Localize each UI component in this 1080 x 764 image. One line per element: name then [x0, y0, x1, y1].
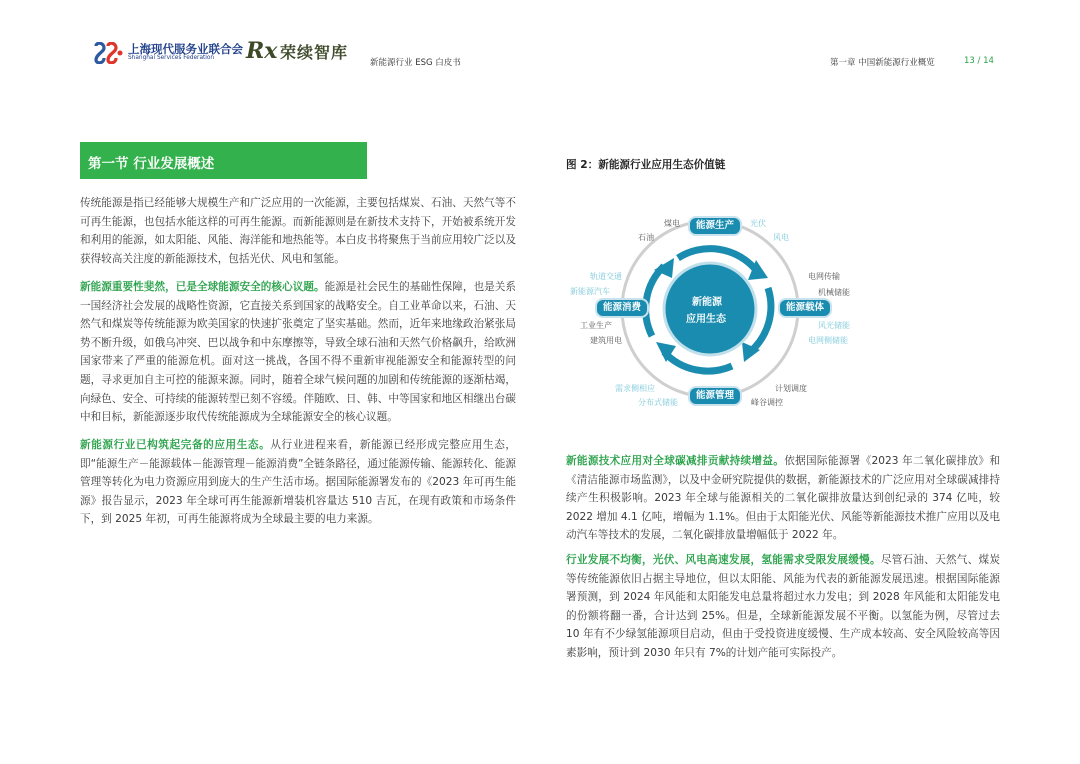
paragraph-ecosystem-text: 从行业进程来看，新能源已经形成完整应用生态，即“能源生产－能源载体－能源管理－能源消费”全链条路径，通过能源传输、能源转化、能源管理等转化为电力资源应用到庞大的生产生活市场。据国际能源署发布的《2023 年可再生能源》报告显示，2023 年全球可再生能源新增装机容量达 510 吉瓦，在现有政策和市场条件下，到 2025 年初，可再生能源将成为全球最主要的电力来源。: [80, 439, 516, 526]
figure-title: 图 2：新能源行业应用生态价值链: [566, 159, 726, 171]
paragraph-uneven-development-text: 尽管石油、天然气、煤炭等传统能源依旧占据主导地位，但以太阳能、风能为代表的新能源发展迅速。根据国际能源署预测，到 2024 年风能和太阳能发电总量将超过水力发电；到 2028 年风能和太阳能发电的份额将翻一番，合计达到 25%。但是，全球新能源发展不平衡。以氢能为例，尽管过去 10 年有不少绿氢能源项目启动，但由于受投资进度缓慢、生产成本较高、安全风险较高等因素影响，预计到 2030 年只有 7%的计划产能可实际投产。: [566, 554, 1001, 659]
paragraph-energy-security-highlight: 新能源重要性斐然，已是全球能源安全的核心议题。: [80, 281, 325, 293]
paragraph-energy-security: [80, 278, 516, 427]
federation-logo-icon: [92, 42, 124, 64]
section-heading-bar: [80, 142, 367, 179]
label-building-power: 建筑用电: [590, 336, 622, 345]
paragraph-uneven-development: [566, 551, 1000, 663]
label-pv: 光伏: [750, 219, 766, 228]
node-energy-consumption: 能源消费: [595, 298, 649, 318]
page-number: 13 / 14: [964, 56, 994, 66]
label-wind: 风电: [773, 233, 789, 242]
section-title: 第一节 行业发展概述: [88, 156, 215, 172]
label-oil: 石油: [638, 233, 654, 242]
paragraph-carbon-reduction: [566, 452, 1000, 545]
federation-name: 上海现代服务业联合会: [128, 42, 243, 56]
paragraph-intro-text: 传统能源是指已经能够大规模生产和广泛应用的一次能源，主要包括煤炭、石油、天然气等不可再生能源，也包括水能这样的可再生能源。而新能源则是在新技术支持下，开始被系统开发和利用的能源，如太阳能、风能、海洋能和地热能等。本白皮书将聚焦于当前应用较广泛以及获得较高关注度的新能源技术，包括光伏、风电和氢能。: [80, 197, 516, 265]
paragraph-ecosystem: [80, 436, 516, 529]
label-wind-solar-storage: 风光储能: [818, 321, 850, 330]
label-rail-transit: 轨道交通: [590, 272, 622, 281]
paragraph-carbon-reduction-text: 依据国际能源署《2023 年二氧化碳排放》和《清洁能源市场监测》，以及中金研究院提供的数据，新能源技术的广泛应用对全球碳减排持续产生积极影响。2023 年全球与能源相关的二氧化碳排放量达到创纪录的 374 亿吨，较 2022 增加 4.1 亿吨，增幅为 1.1%。但由于太阳能光伏、风能等新能源技术推广应用以及电动汽车等技术的发展，二氧化碳排放量增幅低于 2022 年。: [566, 455, 1001, 542]
label-coal-power: 煤电: [664, 219, 680, 228]
paragraph-energy-security-text: 能源是社会民生的基础性保障，也是关系一国经济社会发展的战略性资源，它直接关系到国家的战略安全。自工业革命以来，石油、天然气和煤炭等传统能源为欧美国家的快速扩张奠定了坚实基础。然而，近年来地缘政治紧张局势不断升级，如俄乌冲突、巴以战争和中东摩擦等，导致全球石油和天然气价格飙升，给欧洲国家带来了严重的能源危机。面对这一挑战，各国不得不重新审视能源安全和能源转型的问题，寻求更加自主可控的能源来源。同时，随着全球气候问题的加剧和传统能源的逐渐枯竭，向绿色、安全、可持续的能源转型已刻不容缓。伴随欧、日、韩、中等国家和地区相继出台碳中和目标，新能源逐步取代传统能源成为全球能源安全的核心议题。: [80, 281, 516, 424]
value-chain-diagram: [560, 200, 860, 425]
federation-logo: [92, 40, 242, 64]
label-nev: 新能源汽车: [570, 287, 610, 296]
label-grid-side-storage: 电网侧储能: [808, 336, 848, 345]
paragraph-uneven-development-highlight: 行业发展不均衡，光伏、风电高速发展，氢能需求受限发展缓慢。: [566, 554, 881, 566]
label-demand-response: 需求侧相应: [615, 384, 655, 393]
diagram-center-line2: 应用生态: [686, 314, 726, 325]
node-energy-management: 能源管理: [688, 386, 742, 406]
paragraph-intro: [80, 194, 516, 268]
node-energy-carrier: 能源载体: [778, 298, 832, 318]
label-grid-transmission: 电网传输: [808, 272, 840, 281]
document-title: 新能源行业 ESG 白皮书: [370, 58, 461, 68]
label-distributed-storage: 分布式储能: [638, 398, 678, 407]
think-tank-name: 荣续智库: [280, 43, 349, 62]
think-tank-mark: Rx: [246, 38, 278, 64]
chapter-title: 第一章 中国新能源行业概览: [830, 58, 935, 68]
diagram-center-line1: 新能源: [692, 297, 722, 308]
label-mechanical-storage: 机械储能: [818, 288, 850, 297]
paragraph-carbon-reduction-highlight: 新能源技术应用对全球碳减排贡献持续增益。: [566, 455, 785, 467]
paragraph-ecosystem-highlight: 新能源行业已构筑起完备的应用生态。: [80, 439, 271, 451]
label-peak-valley: 峰谷调控: [751, 398, 783, 407]
node-energy-production: 能源生产: [688, 216, 742, 236]
label-industrial-production: 工业生产: [580, 321, 612, 330]
label-dispatch: 计划调度: [775, 384, 807, 393]
federation-english-name: Shanghai Services Federation: [128, 55, 215, 61]
